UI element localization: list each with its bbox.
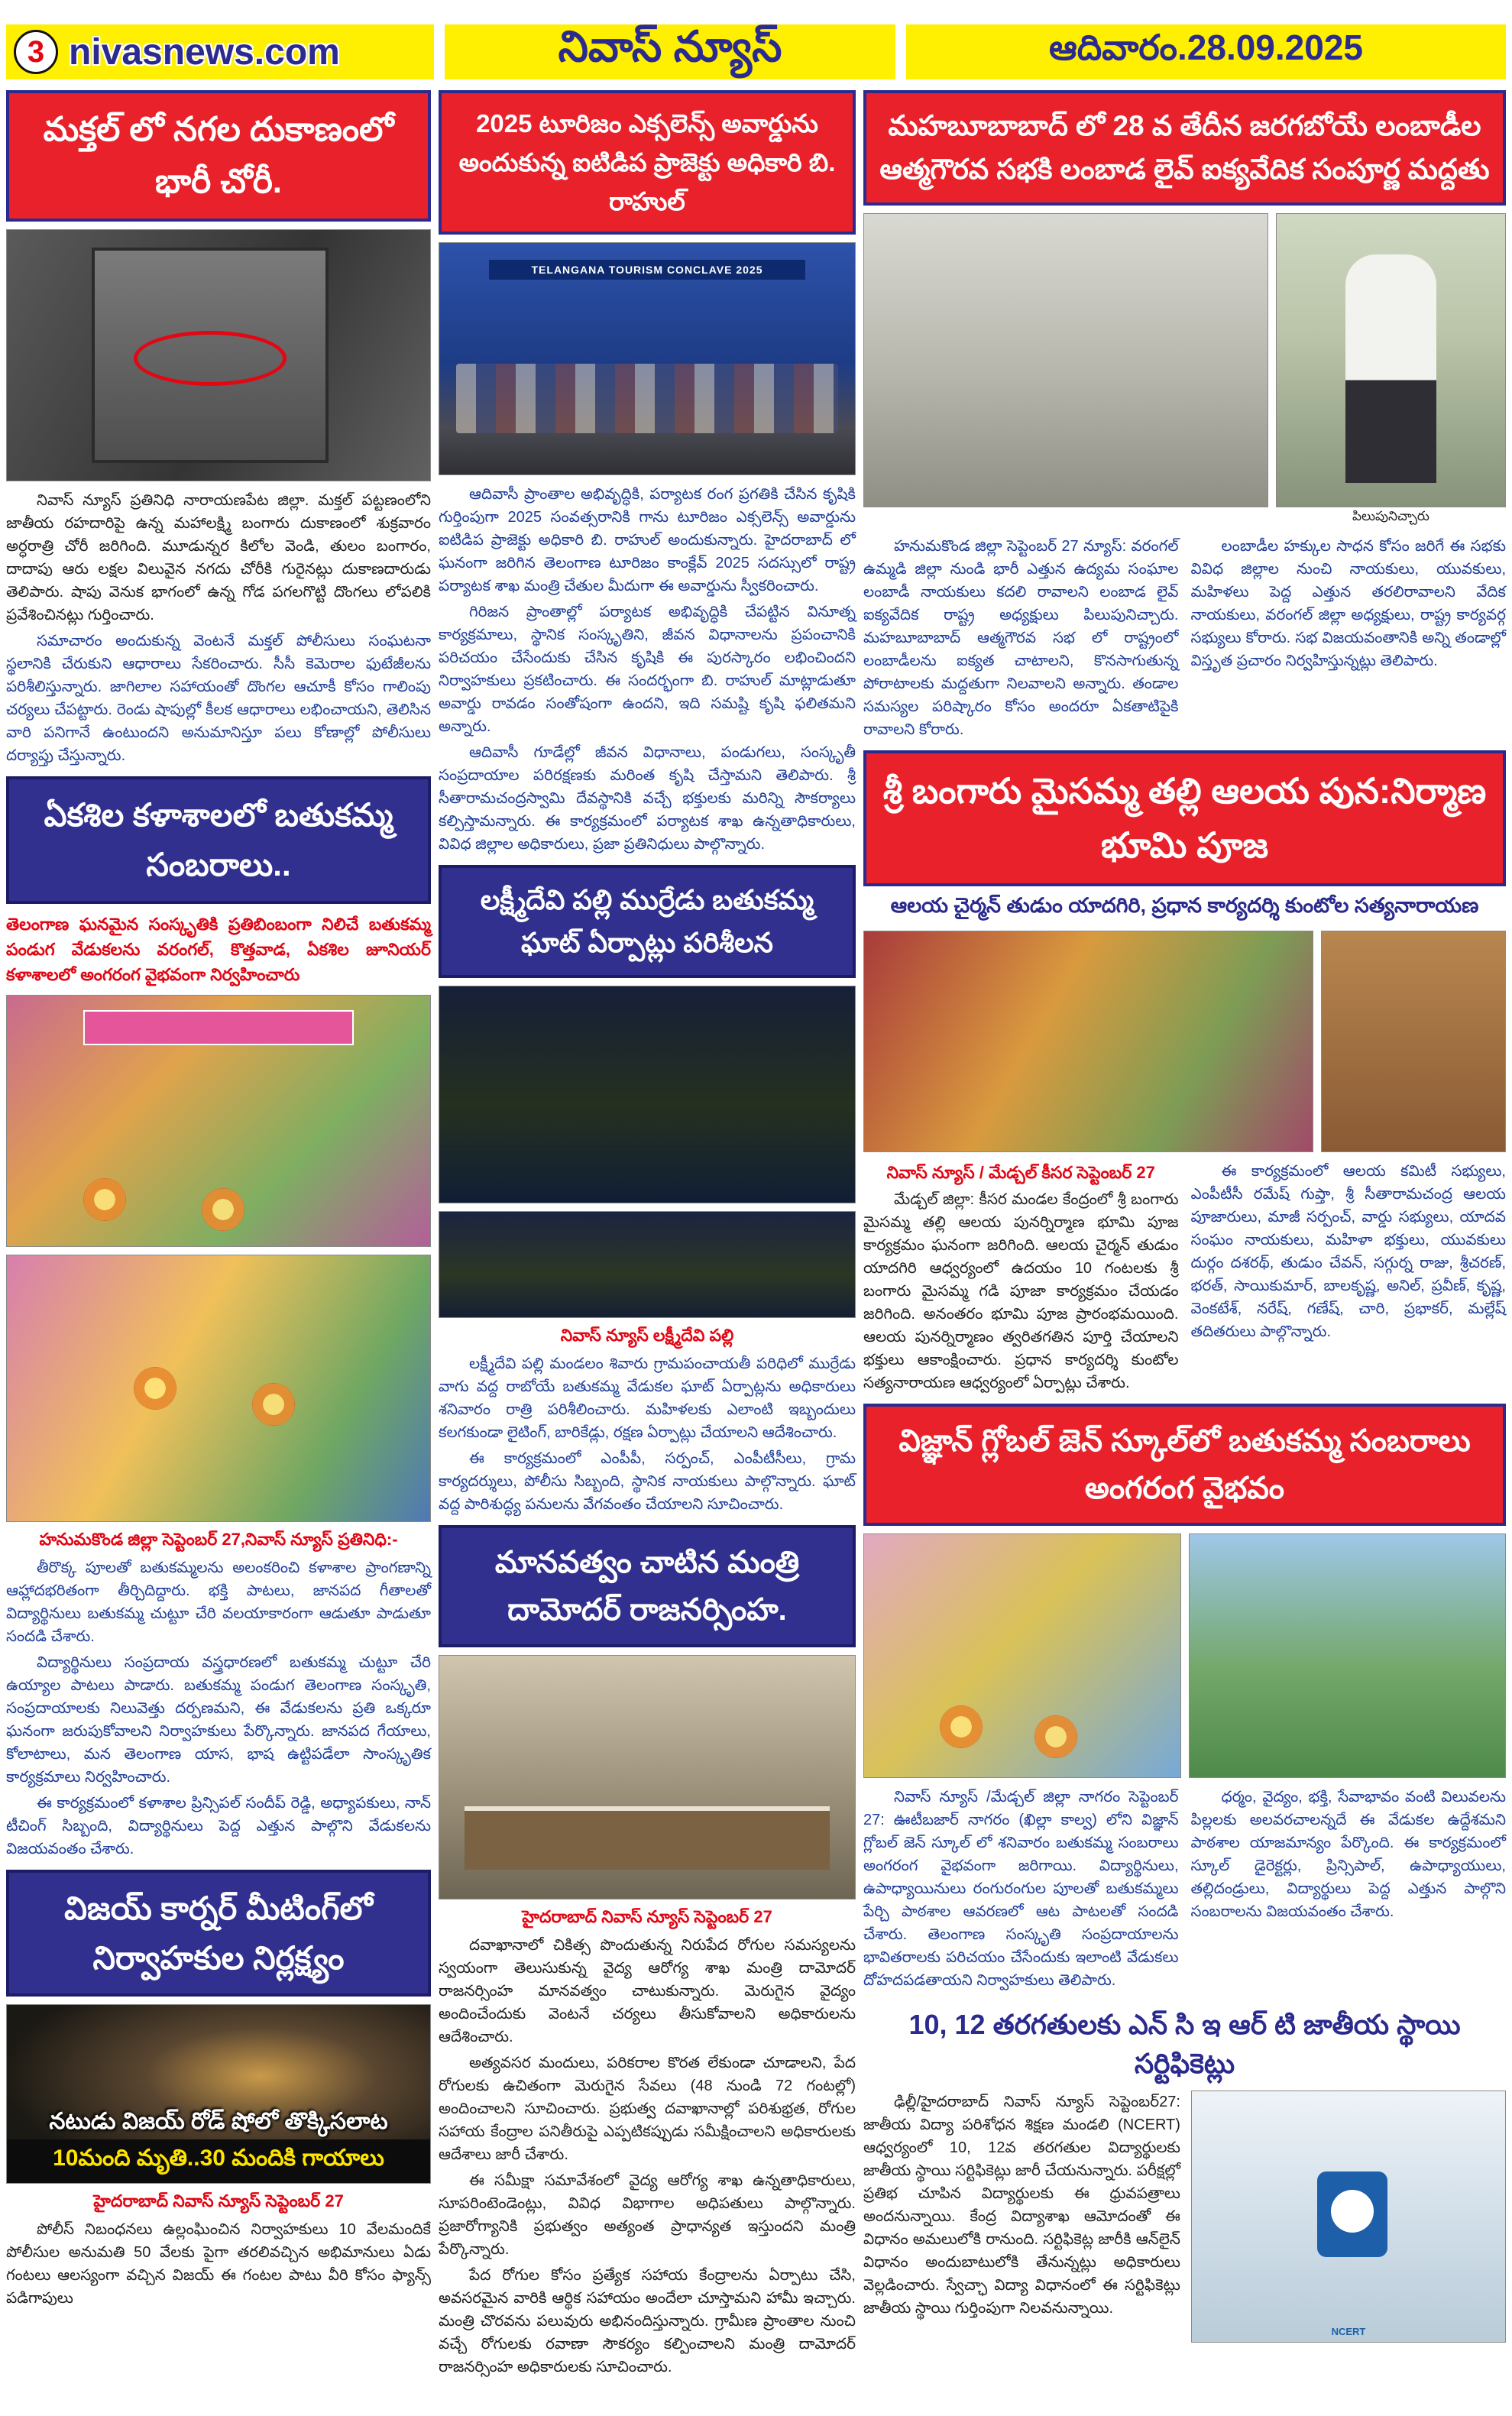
paragraph: లక్ష్మీదేవి పల్లి మండలం శివారు గ్రామపంచాయతీ పరిధిలో ముర్రేడు వాగు వద్ద రాబోయే బతుకమ్మ వేడుకల ఘాట్ ఏర్పాట్లను అధికారులు శనివారం రాత్రి పరిశీలించారు. మహిళలకు ఎలాంటి ఇబ్బందులు కలగకుండా లైటింగ్, బారికేడ్లు, రక్షణ ఏర్పాట్లు చేయాలని ఆదేశించారు. (439, 1355, 856, 1442)
headline-mysamma-temple: శ్రీ బంగారు మైసమ్మ తల్లి ఆలయ పున:నిర్మాణ భూమి పూజ (863, 750, 1506, 887)
photo-burglary-safe (6, 229, 431, 481)
headline-minister-humanity: మానవత్వం చాటిన మంత్రి దామోదర్ రాజనర్సింహ. (439, 1525, 856, 1647)
photo-bhoomi-pooja-wide (863, 931, 1313, 1152)
paragraph: గిరిజన ప్రాంతాల్లో పర్యాటక అభివృద్ధికి చేపట్టిన వినూత్న కార్యక్రమాలు, స్థానిక సంస్కృతిని, జీవన విధానాలను ప్రపంచానికి పరిచయం చేసేందుకు చేసిన కృషికి ఈ పురస్కారం లభించిందని నిర్వాహకులు ప్రకటించారు. ఈ సందర్భంగా బి. రాహుల్ మాట్లాడుతూ అవార్డు రావడం సంతోషంగా ఉందని, ఇది సమష్టి కృషి ఫలితమని అన్నారు. (439, 604, 856, 736)
photo-wrap (863, 931, 1313, 1152)
casualty-strip: 10మంది మృతి..30 మందికి గాయాలు (7, 2139, 430, 2183)
photo-college-bathukamma-1 (6, 995, 431, 1247)
site-link[interactable]: nivasnews.com (69, 31, 340, 73)
paragraph: ఈ కార్యక్రమంలో ఎంపీపీ, సర్పంచ్, ఎంపీటీసీలు, గ్రామ కార్యదర్శులు, పోలీసు సిబ్బంది, స్థానిక నాయకులు పాల్గొన్నారు. ఘాట్ వద్ద పారిశుద్ధ్య పనులను వేగవంతం చేయాలని సూచించారు. (439, 1450, 856, 1514)
paragraph: పోలీస్ నిబంధనలు ఉల్లంఘించిన నిర్వాహకులు 10 వేలమందికే పోలీసుల అనుమతి 50 వేలకు పైగా తరలివచ్చిన అభిమానులు ఏడు గంటలు ఆలస్యంగా వచ్చిన విజయ్ ఈ గంటల పాటు వీరి కోసం ఫ్యాన్స్ పడిగాపులు (6, 2220, 431, 2307)
meeting-table-shape (465, 1806, 830, 1870)
headline-ekasila-bathukamma: ఏకశిల కళాశాలలో బతుకమ్మ సంబరాలు.. (6, 776, 431, 903)
photo-ncert-students (1191, 2091, 1506, 2343)
mysamma-photo-row (863, 931, 1506, 1152)
photo-wrap (1321, 931, 1506, 1152)
paragraph: ఈ కార్యక్రమంలో ఆలయ కమిటీ సభ్యులు, ఎంపీటీసీ రమేష్ గుప్తా, శ్రీ సీతారామచంద్ర ఆలయ పూజారులు, మాజీ సర్పంచ్, వార్డు సభ్యులు, యాదవ సంఘం నాయకులు, మహిళా భక్తులు, యువకులు దుర్గం దశరథ్, తుడుం చేవన్, సగ్గుర్న రాజు, శ్రీచరణ్, భరత్, సాయికుమార్, బాలకృష్ణ, అనిల్, ప్రవీణ్, కృష్ణ, వెంకటేశ్, నరేష్, గణేష్, చారి, ప్రభాకర్, మల్లేష్ తదితరులు పాల్గొన్నారు. (1190, 1163, 1506, 1341)
bathukamma-flowers-shape (134, 1367, 176, 1410)
photo-ghat-inspection-1 (439, 986, 856, 1203)
mysamma-dateline: నివాస్ న్యూస్ / మేడ్చల్ కీసర సెప్టెంబర్ 27 (886, 1163, 1155, 1183)
bathukamma-flowers-shape (1034, 1715, 1077, 1758)
lambadi-body (863, 535, 1506, 744)
paragraph: మేడ్చల్ జిల్లా: కీసర మండల కేంద్రంలో శ్రీ బంగారు మైసమ్మ తల్లి ఆలయ పునర్నిర్మాణ భూమి పూజ కార్యక్రమం ఘనంగా జరిగింది. ఆలయ చైర్మన్ తుడుం యాదగిరి ఆధ్వర్యంలో ఉదయం 10 గంటలకు శ్రీ బంగారు మైసమ్మ గడి పూజా కార్యక్రమం చేయడం జరిగింది. అనంతరం భూమి పూజ ప్రారంభమయింది. ఆలయ పునర్నిర్మాణం త్వరితగతిన పూర్తి చేయాలని భక్తులు ఆకాంక్షించారు. ప్రధాన కార్యదర్శి కుంటోల సత్యనారాయణ ఆధ్వర్యంలో ఏర్పాట్లు చేశారు. (863, 1191, 1179, 1392)
headline-ncert-certificates: 10, 12 తరగతులకు ఎన్ సి ఇ ఆర్ టి జాతీయ స్థాయి సర్టిఫికెట్లు (908, 2009, 1461, 2079)
right-section (863, 90, 1506, 2382)
bathukamma-flowers-shape (202, 1188, 244, 1231)
photo-school-ground (1189, 1533, 1507, 1778)
minister-body (439, 1934, 856, 2379)
photo-college-bathukamma-2 (6, 1255, 431, 1522)
paragraph: లంబాడీల హక్కుల సాధన కోసం జరిగే ఈ సభకు వివిధ జిల్లాల నుంచి నాయకులు, యువకులు, మహిళలు పెద్ద ఎత్తున తరలిరావాలని వేదిక నాయకులు, వరంగల్ జిల్లా అధ్యక్షులు, రాష్ట్ర కార్యవర్గ సభ్యులు కోరారు. సభ విజయవంతానికి అన్ని తండాల్లో విస్తృత ప్రచారం నిర్వహిస్తున్నట్లు తెలిపారు. (1190, 537, 1506, 669)
paragraph: ఈ కార్యక్రమంలో కళాశాల ప్రిన్సిపల్ సందీప్ రెడ్డి, అధ్యాపకులు, నాన్ టీచింగ్ సిబ్బంది, విద్యార్థినులు పెద్ద ఎత్తున పాల్గొని వేడుకలను విజయవంతం చేశారు. (6, 1794, 431, 1857)
burglary-body (6, 489, 431, 767)
dignitaries-row-shape (456, 364, 839, 433)
headline-vignan-school: విజ్ఞాన్ గ్లోబల్ జెన్ స్కూల్‌లో బతుకమ్మ సంబరాలు అంగరంగ వైభవం (863, 1404, 1506, 1526)
ncert-row (863, 2091, 1506, 2343)
vijay-body (6, 2218, 431, 2310)
paragraph: ఢిల్లీ/హైదరాబాద్ నివాస్ న్యూస్ సెప్టెంబర్27: జాతీయ విద్యా పరిశోధన శిక్షణ మండలి (NCERT) ఆధ్వర్యంలో 10, 12వ తరగతుల విద్యార్థులకు జాతీయ స్థాయి సర్టిఫికెట్లు జారీ చేయనున్నారు. పరీక్షల్లో ప్రతిభ చూపిన విద్యార్థులకు ఈ ధ్రువపత్రాలు అందనున్నాయి. కేంద్ర విద్యాశాఖ ఆమోదంతో ఈ విధానం అమలులోకి రానుంది. సర్టిఫికెట్ల జారీకి ఆన్‌లైన్ విధానం అందుబాటులోకి తేనున్నట్లు అధికారులు వెల్లడించారు. స్వేచ్ఛా విద్యా విధానంలో ఈ సర్టిఫికెట్లు జాతీయ స్థాయి గుర్తింపుగా నిలవనున్నాయి. (863, 2094, 1180, 2317)
paragraph: ఈ సమీక్షా సమావేశంలో వైద్య ఆరోగ్య శాఖ ఉన్నతాధికారులు, సూపరింటెండెంట్లు, వివిధ విభాగాల అధిపతులు పాల్గొన్నారు. ప్రజారోగ్యానికి ప్రభుత్వం అత్యంత ప్రాధాన్యత ఇస్తుందని మంత్రి పేర్కొన్నారు. (439, 2172, 856, 2259)
photo-vijay-roadshow-crowd (6, 2004, 431, 2184)
school-body (863, 1786, 1506, 1995)
mysamma-body (863, 1160, 1506, 1397)
masthead-title: నివాస్ న్యూస్ (445, 24, 895, 79)
photo-minister-meeting (439, 1655, 856, 1899)
red-circle-annotation (134, 331, 286, 386)
mysamma-subhead: ఆలయ చైర్మన్ తుడుం యాదగిరి, ప్రధాన కార్యదర్శి కుంటోల సత్యనారాయణ (890, 894, 1479, 918)
tourism-body (439, 483, 856, 856)
paragraph: ధర్మం, వైద్యం, భక్తి, సేవాభావం వంటి విలువలను పిల్లలకు అలవరచాలన్నదే ఈ వేడుకల ఉద్దేశమని పాఠశాల యాజమాన్యం పేర్కొంది. ఈ కార్యక్రమంలో స్కూల్ డైరెక్టర్లు, ప్రిన్సిపాల్, ఉపాధ్యాయులు, తల్లిదండ్రులు, విద్యార్థులు పెద్ద ఎత్తున పాల్గొని సంబరాలను విజయవంతం చేశారు. (1190, 1789, 1506, 1921)
conclave-banner-text: TELANGANA TOURISM CONCLAVE 2025 (489, 260, 805, 280)
leader-figure-shape (1345, 254, 1437, 483)
paragraph: నివాస్ న్యూస్ /మేడ్చల్ జిల్లా నాగరం సెప్టెంబర్ 27: ఊటీబజార్ నాగరం (ఖిల్లా కాల్వ) లోని విజ్ఞాన్ గ్లోబల్ జెన్ స్కూల్ లో శనివారం బతుకమ్మ సంబరాలు అంగరంగ వైభవంగా జరిగాయి. విద్యార్థినులు, ఉపాధ్యాయినులు రంగురంగుల పూలతో బతుకమ్మలు పేర్చి పాఠశాల ఆవరణలో ఆట పాటలతో సందడి చేశారు. తెలంగాణ సంస్కృతి సంప్రదాయాలను భావితరాలకు పరిచయం చేసేందుకు ఇలాంటి వేడుకలు దోహదపడతాయని నిర్వాహకులు తెలిపారు. (863, 1789, 1179, 1990)
headline-vijay-meeting: విజయ్ కార్నర్ మీటింగ్‌లో నిర్వాహకుల నిర్లక్ష్యం (6, 1870, 431, 1997)
masthead-bar (6, 24, 1506, 79)
paragraph: హనుమకొండ జిల్లా సెప్టెంబర్ 27 న్యూస్: వరంగల్ ఉమ్మడి జిల్లా నుండి భారీ ఎత్తున ఉద్యమ సంఘాల లంబాడీ నాయకులు కదలి రావాలని లంబాడ లైవ్ ఐక్యవేదిక రాష్ట్ర అధ్యక్షులు పిలుపునిచ్చారు. మహబూబాబాద్ ఆత్మగౌరవ సభ లో రాష్ట్రంలో లంబాడీలను ఐక్యత చాటాలని, కొనసాగుతున్న పోరాటాలకు మద్దతుగా నిలవాలని అన్నారు. తండాల సమస్యల పరిష్కారం కోసం అందరూ ఏకతాటిపైకి రావాలని కోరారు. (863, 537, 1179, 738)
lambadi-photo-row (863, 213, 1506, 527)
paragraph: దవాఖానాలో చికిత్స పొందుతున్న నిరుపేద రోగుల సమస్యలను స్వయంగా తెలుసుకున్న వైద్య ఆరోగ్య శాఖ మంత్రి దామోదర్ రాజనర్సింహ మానవత్వం చాటుకున్నారు. మెరుగైన వైద్యం అందించేందుకు వెంటనే చర్యలు తీసుకోవాలని అధికారులను ఆదేశించారు. (439, 1937, 856, 2046)
school-photo-row (863, 1533, 1506, 1778)
paragraph: సమాచారం అందుకున్న వెంటనే మక్తల్ పోలీసులు సంఘటనా స్థలానికి చేరుకుని ఆధారాలు సేకరించారు. సీసీ కెమెరాల ఫుటేజీలను పరిశీలిస్తున్నారు. జాగిలాల సహాయంతో దొంగల ఆచూకీ కోసం గాలింపు చర్యలు చేపట్టారు. రెండు షాపుల్లో కీలక ఆధారాలు లభించాయని, తెలిసిన వారి పనిగానే ఉంటుందని అనుమానిస్తూ పలు కోణాల్లో పోలీసులు దర్యాప్తు చేస్తున్నారు. (6, 633, 431, 765)
photo-wrap (1191, 2091, 1506, 2343)
photo-ghat-inspection-2 (439, 1211, 856, 1318)
paragraph: ఆదివాసీ ప్రాంతాల అభివృద్ధికి, పర్యాటక రంగ ప్రగతికి చేసిన కృషికి గుర్తింపుగా 2025 సంవత్సరానికి గాను టూరిజం ఎక్సలెన్స్ అవార్డును ఐటిడిప ప్రాజెక్టు అధికారి బి. రాహుల్ అందుకున్నారు. హైదరాబాద్ లో ఘనంగా జరిగిన తెలంగాణ టూరిజం కాంక్లేవ్ 2025 సదస్సులో రాష్ట్ర పర్యాటక శాఖ మంత్రి చేతుల మీదుగా ఈ అవార్డును స్వీకరించారు. (439, 486, 856, 595)
photo-bhoomi-pooja-narrow (1321, 931, 1506, 1152)
photo-wrap (863, 1533, 1181, 1778)
ncert-logo-label: NCERT (1331, 2326, 1366, 2338)
paragraph: నివాస్ న్యూస్ ప్రతినిధి నారాయణపేట జిల్లా. మక్తల్ పట్టణంలోని జాతీయ రహదారిపై ఉన్న మహాలక్ష్మి బంగారు దుకాణంలో శుక్రవారం అర్ధరాత్రి చోరీ జరిగింది. మూడున్నర కిలోల వెండి, తులం బంగారం, దాదాపు ఆరు లక్షల విలువైన నగదు చోరీకి గురైనట్లు దుకాణదారుడు తెలిపారు. షాపు వెనుక భాగంలో ఉన్న గోడ పగలగొట్టి దొంగలు లోపలికి ప్రవేశించినట్లు గుర్తించారు. (6, 492, 431, 624)
vijay-dateline: హైదరాబాద్ నివాస్ న్యూస్ సెప్టెంబర్ 27 (93, 2191, 344, 2210)
minister-dateline: హైదరాబాద్ నివాస్ న్యూస్ సెప్టెంబర్ 27 (522, 1907, 772, 1927)
photo-lambadi-leader (1276, 213, 1506, 507)
masthead-left (6, 24, 434, 79)
paragraph: పేద రోగుల కోసం ప్రత్యేక సహాయ కేంద్రాలను ఏర్పాటు చేసి, అవసరమైన వారికి ఆర్థిక సహాయం అందేలా చూస్తామని హామీ ఇచ్చారు. మంత్రి చొరవను పలువురు అభినందిస్తున్నారు. గ్రామీణ ప్రాంతాల నుంచి వచ్చే రోగులకు రవాణా సౌకర్యం కల్పించాలని మంత్రి దామోదర్ రాజనర్సింహ అధికారులకు సూచించారు. (439, 2267, 856, 2376)
paragraph: విద్యార్థినులు సంప్రదాయ వస్త్రధారణలో బతుకమ్మ చుట్టూ చేరి ఉయ్యాల పాటలు పాడారు. బతుకమ్మ పండుగ తెలంగాణ సంస్కృతి, సంప్రదాయాలకు నిలువెత్తు దర్పణమని, ఈ వేడుకలను ప్రతి ఒక్కరూ ఘనంగా జరుపుకోవాలని నిర్వాహకులు పేర్కొన్నారు. జానపద గేయాలు, కోలాటాలు, మన తెలంగాణ యాస, భాష ఉట్టిపడేలా సాంస్కృతిక కార్యక్రమాలు నిర్వహించారు. (6, 1653, 431, 1786)
headline-lambadi-sabha: మహబూబాబాద్ లో 28 వ తేదీన జరగబోయే లంబాడీల ఆత్మగౌరవ సభకి లంబాడ లైవ్ ఐక్యవేదిక సంపూర్ణ మద్దతు (863, 90, 1506, 206)
ekasila-lead: తెలంగాణ ఘనమైన సంస్కృతికి ప్రతిబింబంగా నిలిచే బతుకమ్మ పండుగ వేడుకలను వరంగల్, కొత్తవాడ, ఏకశిల జూనియర్ కళాశాలలో అంగరంగ వైభవంగా నిర్వహించారు (6, 914, 431, 984)
photo-lambadi-office (863, 213, 1268, 507)
paragraph: అత్యవసర మందులు, పరికరాల కొరత లేకుండా చూడాలని, పేద రోగులకు ఉచితంగా మెరుగైన సేవలు (48 నుండి 72 గంటల్లో) అందించాలని సూచించారు. ప్రభుత్వ దవాఖానాల్లో పరిశుభ్రత, రోగుల సహాయ కేంద్రాల పనితీరుపై ఎప్పటికప్పుడు సమీక్షించాలని అధికారులకు ఆదేశాలు జారీ చేశారు. (439, 2055, 856, 2164)
paragraph: తీరొక్క పూలతో బతుకమ్మలను అలంకరించి కళాశాల ప్రాంగణాన్ని ఆహ్లాదభరితంగా తీర్చిదిద్దారు. భక్తి పాటలు, జానపద గీతాలతో విద్యార్థినులు బతుకమ్మ చుట్టూ చేరి వలయాకారంగా ఆడుతూ పాడుతూ సందడి చేశారు. (6, 1559, 431, 1645)
bathukamma-flowers-shape (252, 1383, 295, 1426)
headline-ghat-inspection: లక్ష్మీదేవి పల్లి ముర్రేడు బతుకమ్మ ఘాట్ ఏర్పాట్లు పరిశీలన (439, 865, 856, 978)
celebration-banner-shape (83, 1010, 355, 1045)
column-1 (6, 90, 431, 2382)
headline-tourism-award: 2025 టూరిజం ఎక్సలెన్స్ అవార్డును అందుకున్న ఐటిడిప ప్రాజెక్టు అధికారి బి. రాహుల్ (439, 90, 856, 235)
ekasila-dateline: హనుమకొండ జిల్లా సెప్టెంబర్ 27,నివాస్ న్యూస్ ప్రతినిధి:- (39, 1529, 398, 1549)
column-2 (439, 90, 856, 2382)
leader-photo-caption: పిలుపునిచ్చారు (1352, 508, 1429, 523)
photo-school-bathukamma-1 (863, 1533, 1181, 1778)
page-number-badge: 3 (14, 30, 58, 74)
ghat-body (439, 1352, 856, 1516)
photo-wrap (1189, 1533, 1507, 1778)
ghat-caption: నివాస్ న్యూస్ లక్ష్మీదేవి పల్లి (560, 1326, 734, 1346)
page-body (0, 79, 1512, 2382)
paragraph: ఆదివాసీ గూడేల్లో జీవన విధానాలు, పండుగలు, సంస్కృతీ సంప్రదాయాల పరిరక్షణకు మరింత కృషి చేస్తామని తెలిపారు. శ్రీ సీతారామచంద్రస్వామి దేవస్థానికి వచ్చే భక్తులకు మరిన్ని సౌకర్యాలు కల్పిస్తామన్నారు. ఈ కార్యక్రమంలో పర్యాటక శాఖ ఉన్నతాధికారులు, వివిధ జిల్లాల అధికారులు, ప్రజా ప్రతినిధులు పాల్గొన్నారు. (439, 744, 856, 853)
masthead-date: ఆదివారం.28.09.2025 (906, 24, 1506, 79)
photo-tourism-conclave (439, 242, 856, 475)
bathukamma-flowers-shape (83, 1178, 126, 1221)
ncert-body (863, 2091, 1180, 2343)
ncert-logo (1317, 2171, 1387, 2257)
photo-wrap (1276, 213, 1506, 527)
bathukamma-flowers-shape (940, 1705, 983, 1748)
photo-wrap (863, 213, 1268, 527)
photo-overlay-text: నటుడు విజయ్ రోడ్ షోలో తొక్కిసలాట (49, 2108, 388, 2134)
ekasila-body (6, 1556, 431, 1861)
headline-burglary: మక్తల్ లో నగల దుకాణంలో భారీ చోరీ. (6, 90, 431, 222)
